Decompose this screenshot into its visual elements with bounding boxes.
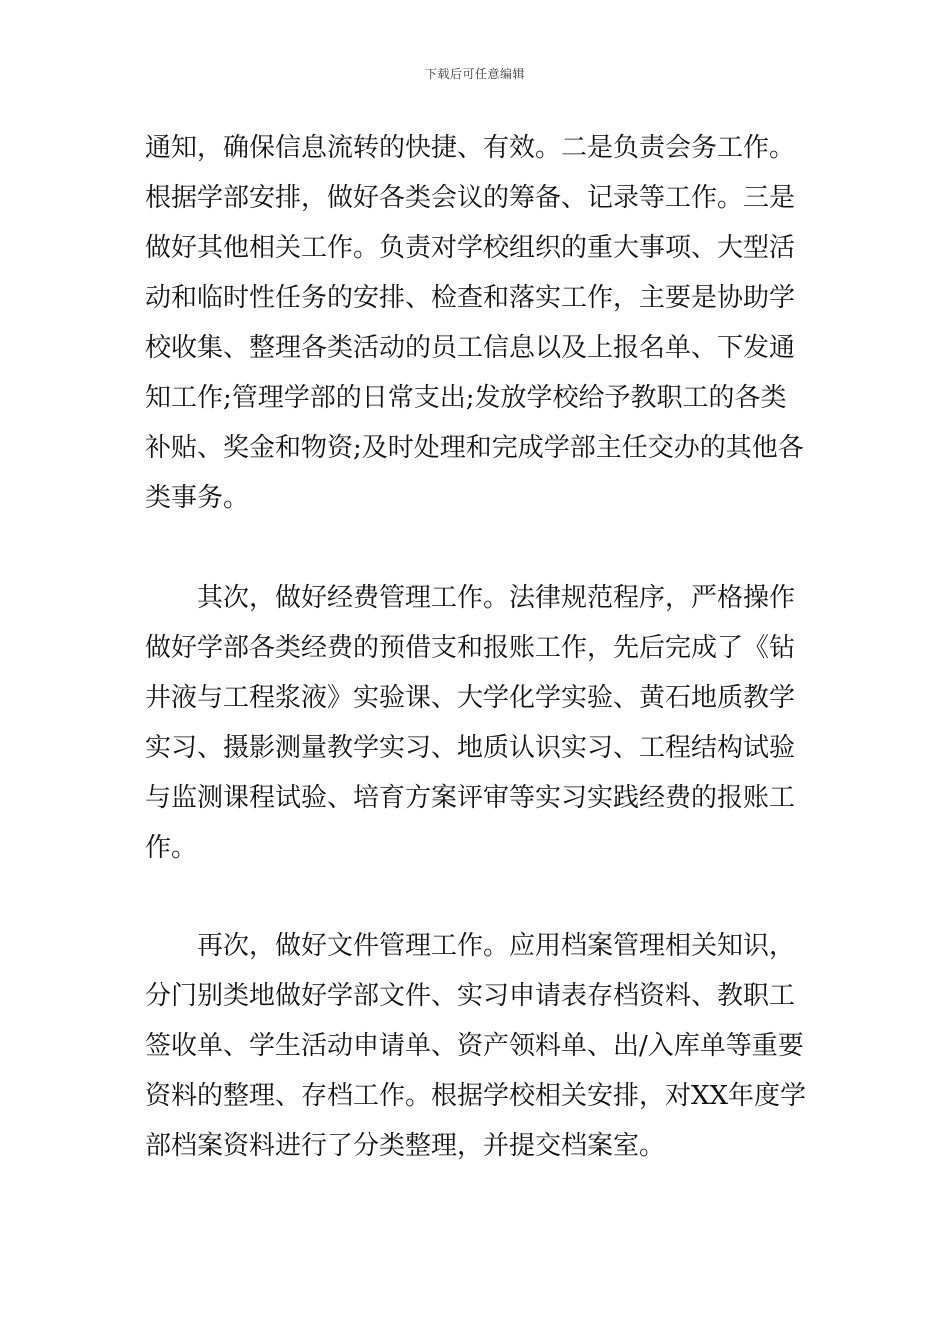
text-line: 分门别类地做好学部文件、实习申请表存档资料、教职工	[145, 981, 796, 1011]
paragraph-1	[145, 123, 810, 523]
text-line: 其次，做好经费管理工作。法律规范程序，严格操作	[197, 583, 796, 613]
text-line: 实习、摄影测量教学实习、地质认识实习、工程结构试验	[145, 733, 796, 763]
paragraph-3	[145, 921, 810, 1171]
text-line: 知工作;管理学部的日常支出;发放学校给予教职工的各类	[145, 383, 787, 413]
text-line: 资料的整理、存档工作。根据学校相关安排，对XX年度学	[145, 1081, 807, 1111]
text-line: 通知，确保信息流转的快捷、有效。二是负责会务工作。	[145, 133, 796, 163]
text-line: 动和临时性任务的安排、检查和落实工作，主要是协助学	[145, 283, 796, 313]
text-line: 与监测课程试验、培育方案评审等实习实践经费的报账工	[145, 783, 796, 813]
paragraph-2	[145, 573, 810, 873]
text-line: 根据学部安排，做好各类会议的筹备、记录等工作。三是	[145, 183, 796, 213]
text-line: 校收集、整理各类活动的员工信息以及上报名单、下发通	[145, 333, 796, 363]
text-line: 补贴、奖金和物资;及时处理和完成学部主任交办的其他各	[145, 433, 804, 463]
text-line: 作。	[145, 833, 198, 863]
text-line: 部档案资料进行了分类整理，并提交档案室。	[145, 1131, 666, 1161]
text-line: 再次，做好文件管理工作。应用档案管理相关知识，	[197, 931, 796, 961]
text-line: 井液与工程浆液》实验课、大学化学实验、黄石地质教学	[145, 683, 796, 713]
text-line: 类事务。	[145, 483, 250, 513]
text-line: 做好学部各类经费的预借支和报账工作，先后完成了《钻	[145, 633, 796, 663]
page-header: 下载后可任意编辑	[424, 67, 525, 81]
text-line: 做好其他相关工作。负责对学校组织的重大事项、大型活	[145, 233, 796, 263]
text-line: 签收单、学生活动申请单、资产领料单、出/入库单等重要	[145, 1031, 804, 1061]
